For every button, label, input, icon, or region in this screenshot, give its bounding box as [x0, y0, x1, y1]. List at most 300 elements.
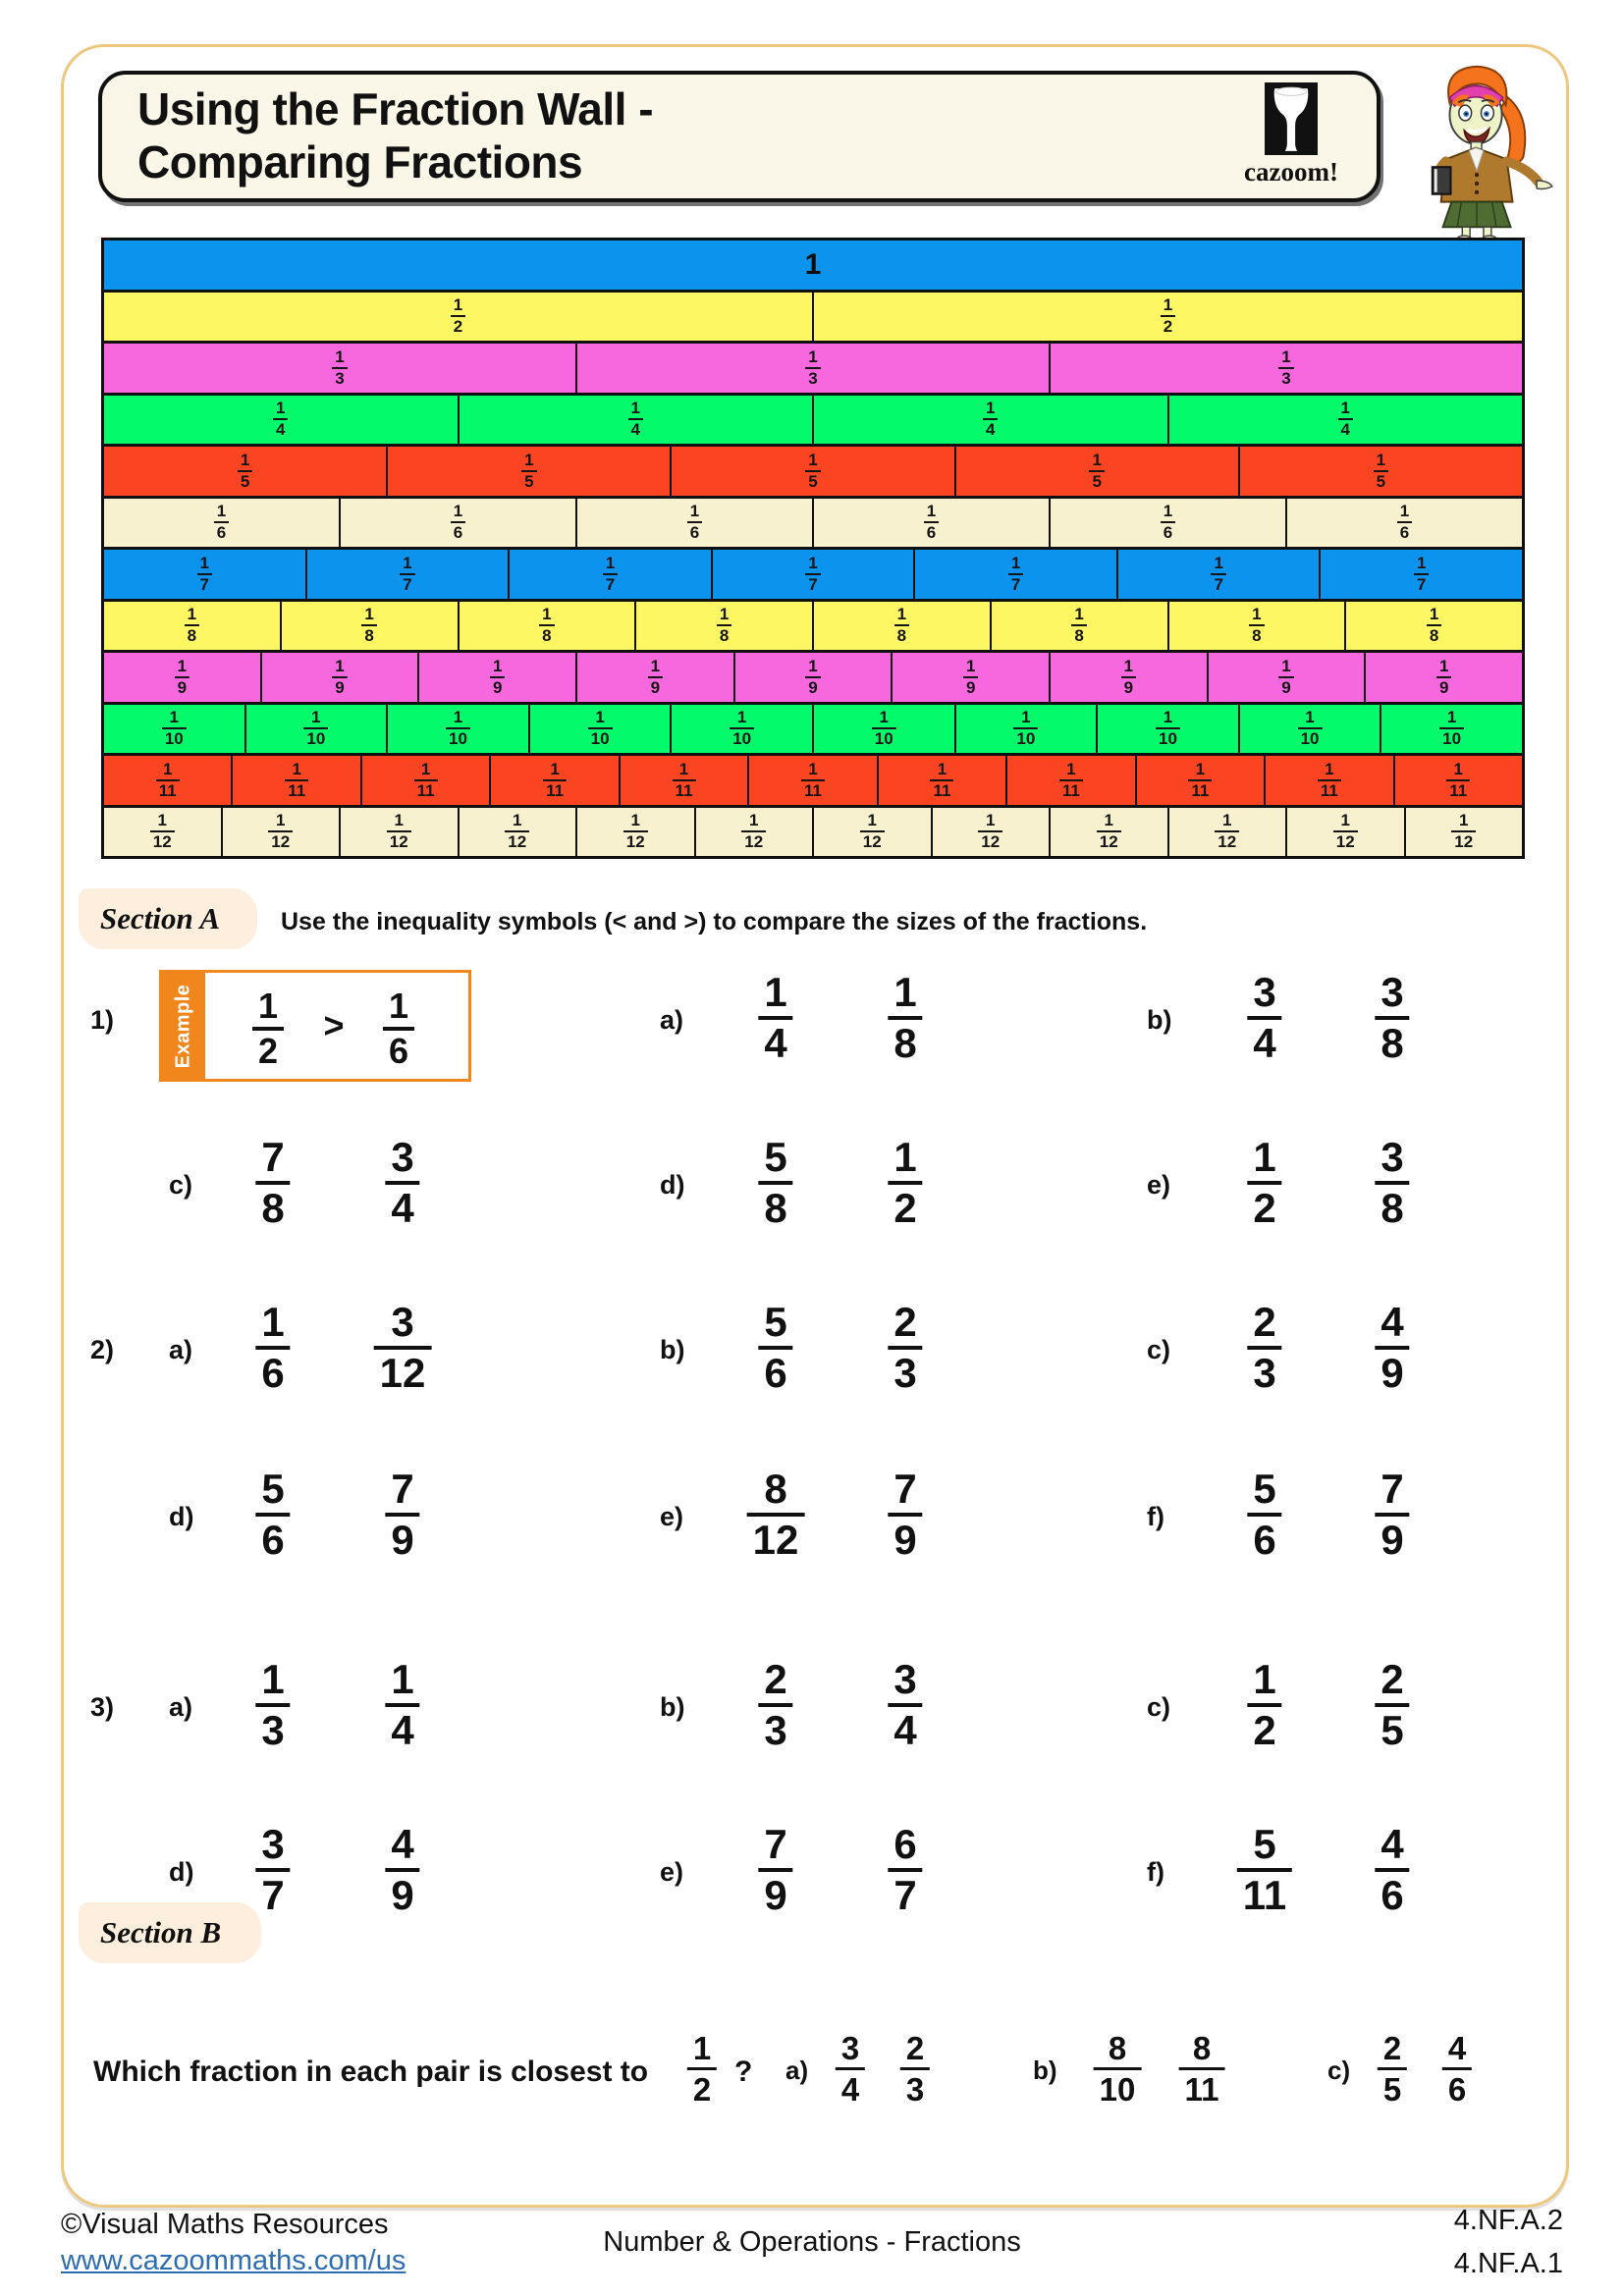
- problem-fraction-right: [888, 1656, 922, 1753]
- wall-fraction-label: [1071, 606, 1086, 645]
- problem-fraction-right: [385, 1134, 419, 1231]
- wall-row-2: [104, 293, 1522, 342]
- numerator: 2: [1382, 2030, 1402, 2066]
- wall-cell: [577, 499, 812, 548]
- wall-row-10: [104, 705, 1522, 754]
- denominator: 10: [1298, 727, 1323, 748]
- wall-cell: [460, 396, 813, 445]
- numerator: 1: [162, 759, 173, 778]
- wall-row-5: [104, 447, 1522, 496]
- wall-cell: [672, 447, 953, 496]
- wall-fraction-label: [543, 761, 567, 800]
- wall-fraction-label: [1215, 812, 1239, 851]
- problem-fraction-left: [758, 1134, 792, 1231]
- denominator: 10: [1013, 727, 1038, 748]
- numerator: 1: [492, 656, 503, 675]
- denominator: 7: [1414, 573, 1429, 594]
- denominator: 5: [805, 470, 820, 491]
- problem-fraction-left: [758, 1821, 792, 1918]
- wall-fraction-label: [1414, 555, 1429, 594]
- question-letter: c): [1147, 1692, 1171, 1722]
- wall-row-6: [104, 499, 1522, 548]
- wall-cell: [814, 499, 1049, 548]
- denominator: 12: [1451, 830, 1476, 851]
- wall-fraction-label: [332, 348, 347, 388]
- numerator: 8: [764, 1466, 787, 1512]
- standard-code-1: 4.NF.A.2: [1453, 2205, 1563, 2236]
- wall-fraction-label: [623, 812, 648, 851]
- wall-cell: [1051, 344, 1522, 393]
- numerator: 1: [1074, 605, 1084, 624]
- denominator: 12: [747, 1513, 805, 1561]
- example-box: [159, 970, 471, 1082]
- wall-cell: [1007, 756, 1134, 805]
- denominator: 8: [1375, 1181, 1409, 1229]
- denominator: 10: [588, 727, 613, 748]
- denominator: 11: [930, 779, 953, 800]
- numerator: 1: [292, 759, 301, 778]
- wall-fraction-label: [268, 812, 293, 851]
- wall-fraction-label: [539, 606, 554, 645]
- wall-cell: [223, 808, 340, 857]
- problem-fraction-right: [888, 1299, 922, 1396]
- problem-fraction-left: [255, 1468, 290, 1561]
- numerator: 1: [453, 295, 463, 315]
- numerator: 1: [867, 811, 877, 830]
- numerator: 8: [1192, 2030, 1212, 2066]
- numerator: 1: [1325, 759, 1334, 778]
- wall-cell: [104, 653, 260, 702]
- numerator: 1: [605, 553, 616, 572]
- denominator: 9: [1278, 676, 1293, 697]
- denominator: 11: [543, 779, 567, 800]
- wall-fraction-label: [963, 658, 978, 697]
- problem-fraction-left: [1237, 1821, 1292, 1918]
- problem-fraction-right: [1375, 1656, 1409, 1753]
- numerator: 1: [261, 1299, 285, 1345]
- numerator: 1: [1214, 553, 1223, 572]
- denominator: 11: [673, 779, 696, 800]
- denominator: 12: [268, 830, 293, 851]
- denominator: 4: [758, 1016, 792, 1064]
- wall-cell: [104, 240, 1522, 290]
- wall-cell: [282, 602, 458, 651]
- denominator: 7: [1008, 573, 1023, 594]
- numerator: 1: [808, 347, 818, 366]
- denominator: 11: [156, 779, 180, 800]
- teacher-character-illustration: [1382, 53, 1579, 241]
- wall-cell: [104, 808, 221, 857]
- problem-fraction-left: [747, 1468, 805, 1561]
- problem-fraction-left: [1247, 1468, 1281, 1561]
- denominator: 7: [400, 573, 414, 594]
- numerator: 5: [1253, 1821, 1276, 1867]
- numerator: 1: [276, 811, 286, 830]
- wall-cell: [510, 550, 711, 599]
- numerator: 1: [893, 969, 917, 1015]
- wall-fraction-label: [687, 503, 702, 542]
- wall-cell: [104, 499, 339, 548]
- wall-cell: [341, 499, 575, 548]
- numerator: 1: [1417, 553, 1427, 572]
- question-number: 3): [90, 1692, 115, 1722]
- question-letter: a): [660, 1005, 684, 1035]
- website-link[interactable]: www.cazoommaths.com/us: [61, 2245, 406, 2276]
- denominator: 8: [888, 1016, 922, 1064]
- wall-fraction-label: [361, 606, 376, 645]
- denominator: 12: [374, 1346, 432, 1394]
- wall-cell: [1169, 602, 1345, 651]
- wall-cell: [814, 705, 954, 754]
- numerator: 1: [1010, 553, 1021, 572]
- example-fraction-right: [383, 988, 414, 1069]
- numerator: 1: [513, 811, 522, 830]
- wall-fraction-label: [1059, 761, 1083, 800]
- denominator: 5: [1375, 1703, 1409, 1751]
- wall-fraction-label: [805, 452, 820, 491]
- denominator: 3: [888, 1346, 922, 1394]
- problem-fraction-left: [758, 1299, 792, 1396]
- numerator: 3: [893, 1656, 917, 1702]
- wall-fraction-label: [1211, 555, 1225, 594]
- problem-fraction-right: [385, 1468, 419, 1561]
- denominator: 11: [1059, 779, 1083, 800]
- denominator: 4: [888, 1703, 922, 1751]
- wall-row-9: [104, 653, 1522, 702]
- numerator: 1: [1438, 656, 1449, 675]
- wall-cell: [1209, 653, 1365, 702]
- question-letter: c): [1147, 1335, 1171, 1364]
- problem-fraction-right: [888, 1134, 922, 1231]
- footer-topic-text: Number & Operations - Fractions: [603, 2226, 1021, 2258]
- wall-cell: [577, 653, 733, 702]
- denominator: 3: [900, 2067, 930, 2106]
- wall-cell: [1051, 653, 1207, 702]
- wall-fraction-label: [805, 348, 820, 388]
- wall-cell: [814, 602, 990, 651]
- wall-row-8: [104, 602, 1522, 651]
- numerator: 1: [1163, 502, 1173, 521]
- numerator: 2: [1380, 1656, 1404, 1702]
- numerator: 1: [276, 399, 286, 418]
- denominator: 12: [387, 830, 411, 851]
- wall-fraction-label: [1278, 658, 1293, 697]
- denominator: 7: [1211, 573, 1225, 594]
- wall-fraction-label: [1338, 400, 1353, 439]
- wall-cell: [814, 808, 931, 857]
- wall-cell: [814, 396, 1167, 445]
- wall-fraction-label: [1374, 452, 1388, 491]
- denominator: 9: [1121, 676, 1136, 697]
- numerator: 1: [311, 708, 321, 727]
- denominator: 2: [888, 1181, 922, 1229]
- numerator: 3: [1380, 1134, 1404, 1180]
- wall-fraction-label: [414, 761, 438, 800]
- wall-fraction-label: [1439, 709, 1464, 748]
- question-letter: b): [660, 1692, 685, 1722]
- numerator: 1: [1281, 656, 1291, 675]
- problem-fraction-right: [374, 1299, 432, 1396]
- numerator: 4: [391, 1821, 414, 1867]
- wall-fraction-label: [1013, 709, 1038, 748]
- wall-cell: [233, 756, 359, 805]
- numerator: 1: [1104, 811, 1113, 830]
- wall-cell: [1266, 756, 1392, 805]
- wall-cell: [672, 705, 812, 754]
- denominator: 11: [1446, 779, 1470, 800]
- numerator: 1: [736, 708, 747, 727]
- wall-cell: [104, 396, 458, 445]
- problem-fraction-right: [1375, 969, 1409, 1066]
- denominator: 8: [361, 624, 376, 645]
- numerator: 1: [388, 986, 409, 1026]
- numerator: 3: [1253, 969, 1276, 1015]
- numerator: 1: [177, 656, 188, 675]
- section-b-question: Which fraction in each pair is closest to: [93, 2056, 649, 2088]
- wall-cell: [577, 344, 1049, 393]
- question-letter: e): [1147, 1170, 1171, 1200]
- denominator: 12: [741, 830, 766, 851]
- denominator: 8: [758, 1181, 792, 1229]
- denominator: 10: [303, 727, 328, 748]
- numerator: 1: [986, 811, 996, 830]
- question-letter: c): [1327, 2056, 1351, 2085]
- denominator: 9: [332, 676, 347, 697]
- question-letter: e): [660, 1502, 684, 1531]
- denominator: 2: [1247, 1703, 1281, 1751]
- denominator: 3: [255, 1703, 290, 1751]
- numerator: 5: [764, 1134, 787, 1180]
- wall-cell: [307, 550, 509, 599]
- wall-cell: [956, 447, 1238, 496]
- problem-fraction-right: [1375, 1821, 1409, 1918]
- wall-fraction-label: [451, 503, 465, 542]
- denominator: 7: [197, 573, 212, 594]
- denominator: 9: [648, 676, 663, 697]
- problem-fraction-left: [255, 1656, 290, 1753]
- copyright-text: ©Visual Maths Resources: [61, 2209, 389, 2240]
- wall-fraction-label: [860, 812, 885, 851]
- denominator: 9: [963, 676, 978, 697]
- numerator: 1: [1305, 708, 1315, 727]
- wall-fraction-label: [1427, 606, 1441, 645]
- numerator: 1: [879, 708, 889, 727]
- wall-fraction-label: [197, 555, 212, 594]
- wall-cell: [915, 550, 1116, 599]
- wall-fraction-label: [175, 658, 189, 697]
- wall-fraction-label: [1089, 452, 1104, 491]
- wall-label-whole: 1: [804, 247, 822, 281]
- wall-fraction-label: [730, 709, 754, 748]
- numerator: 1: [420, 759, 431, 778]
- problem-fraction-left: [1247, 969, 1281, 1066]
- wall-fraction-label: [801, 761, 825, 800]
- wall-cell: [1381, 705, 1522, 754]
- numerator: 1: [391, 1656, 414, 1702]
- numerator: 1: [808, 759, 818, 778]
- question-letter: f): [1147, 1502, 1164, 1531]
- numerator: 5: [764, 1299, 787, 1345]
- denominator: 8: [185, 624, 199, 645]
- wall-fraction-label: [1249, 606, 1264, 645]
- wall-cell: [388, 705, 528, 754]
- denominator: 4: [273, 418, 288, 439]
- denominator: 11: [1179, 2067, 1225, 2106]
- numerator: 7: [893, 1466, 917, 1512]
- numerator: 1: [764, 969, 787, 1015]
- numerator: 1: [1459, 811, 1469, 830]
- wall-cell: [1287, 499, 1522, 548]
- numerator: 3: [391, 1134, 414, 1180]
- wall-cell: [388, 447, 670, 496]
- wall-row-12: [104, 808, 1522, 857]
- denominator: 8: [1375, 1016, 1409, 1064]
- numerator: 2: [764, 1656, 787, 1702]
- denominator: 9: [385, 1868, 419, 1916]
- wall-fraction-label: [303, 709, 328, 748]
- numerator: 1: [1163, 708, 1173, 727]
- wall-cell: [1240, 447, 1522, 496]
- wall-fraction-label: [1008, 555, 1023, 594]
- pair-fraction-right: [1442, 2032, 1472, 2106]
- denominator: 9: [1375, 1346, 1409, 1394]
- numerator: 4: [1380, 1821, 1404, 1867]
- wall-fraction-label: [490, 658, 505, 697]
- question-letter: f): [1147, 1857, 1164, 1887]
- denominator: 8: [717, 624, 731, 645]
- denominator: 6: [1247, 1513, 1281, 1561]
- denominator: 5: [1374, 470, 1388, 491]
- wall-fraction-label: [628, 400, 643, 439]
- numerator: 6: [893, 1821, 917, 1867]
- denominator: 11: [285, 779, 308, 800]
- numerator: 1: [261, 1656, 285, 1702]
- problem-fraction-left: [255, 1821, 290, 1918]
- wall-cell: [362, 756, 489, 805]
- title-line-2: Comparing Fractions: [137, 136, 583, 188]
- target-fraction: [687, 2032, 717, 2106]
- denominator: 6: [383, 1027, 414, 1069]
- denominator: 2: [1247, 1181, 1281, 1229]
- denominator: 9: [1436, 676, 1451, 697]
- denominator: 8: [1427, 624, 1441, 645]
- pair-fraction-left: [836, 2032, 865, 2106]
- wall-cell: [735, 653, 892, 702]
- wall-cell: [262, 653, 418, 702]
- denominator: 6: [924, 521, 939, 542]
- question-letter: e): [660, 1857, 684, 1887]
- numerator: 1: [1399, 502, 1410, 521]
- numerator: 1: [808, 656, 818, 675]
- denominator: 7: [888, 1868, 922, 1916]
- numerator: 1: [1340, 399, 1350, 418]
- wall-fraction-label: [1161, 296, 1175, 336]
- problem-fraction-left: [758, 1656, 792, 1753]
- wall-fraction-label: [1333, 812, 1358, 851]
- denominator: 9: [490, 676, 505, 697]
- problem-fraction-left: [758, 969, 792, 1066]
- denominator: 4: [385, 1703, 419, 1751]
- wall-cell: [246, 705, 387, 754]
- denominator: 7: [603, 573, 618, 594]
- denominator: 2: [687, 2067, 717, 2106]
- numerator: 1: [335, 347, 345, 366]
- denominator: 3: [332, 367, 347, 388]
- denominator: 9: [385, 1513, 419, 1561]
- denominator: 10: [162, 727, 187, 748]
- wall-fraction-label: [894, 606, 909, 645]
- denominator: 2: [1161, 315, 1175, 336]
- wall-fraction-label: [1397, 503, 1412, 542]
- wall-fraction-label: [150, 812, 175, 851]
- wall-fraction-label: [238, 452, 252, 491]
- wall-cell: [749, 756, 876, 805]
- question-mark: ?: [734, 2056, 753, 2088]
- numerator: 1: [1195, 759, 1206, 778]
- question-letter: a): [785, 2056, 809, 2085]
- question-letter: a): [169, 1335, 193, 1364]
- numerator: 1: [926, 502, 937, 521]
- wall-fraction-label: [446, 709, 470, 748]
- wall-cell: [104, 705, 244, 754]
- denominator: 11: [414, 779, 438, 800]
- numerator: 1: [937, 759, 947, 778]
- denominator: 7: [805, 573, 820, 594]
- wall-cell: [1346, 602, 1522, 651]
- wall-cell: [491, 756, 618, 805]
- numerator: 1: [808, 553, 818, 572]
- pair-fraction-left: [1378, 2032, 1407, 2106]
- wall-fraction-label: [648, 658, 663, 697]
- denominator: 12: [150, 830, 175, 851]
- numerator: 1: [719, 605, 730, 624]
- numerator: 1: [692, 2030, 712, 2066]
- numerator: 1: [1092, 450, 1102, 469]
- numerator: 1: [896, 605, 907, 624]
- wall-fraction-label: [1121, 658, 1136, 697]
- numerator: 5: [261, 1466, 285, 1512]
- wall-cell: [956, 705, 1097, 754]
- wall-cell: [1287, 808, 1404, 857]
- pair-fraction-right: [1179, 2032, 1225, 2106]
- wall-cell: [104, 293, 812, 342]
- denominator: 5: [238, 470, 252, 491]
- example-inequality-symbol: >: [323, 1005, 345, 1045]
- numerator: 1: [1253, 1134, 1276, 1180]
- numerator: 4: [1447, 2030, 1467, 2066]
- wall-cell: [460, 808, 576, 857]
- wall-cell: [1169, 396, 1523, 445]
- denominator: 10: [1439, 727, 1464, 748]
- denominator: 6: [451, 521, 465, 542]
- example-tab: [162, 973, 205, 1079]
- numerator: 1: [650, 656, 661, 675]
- numerator: 2: [905, 2030, 925, 2066]
- denominator: 10: [1094, 2067, 1142, 2106]
- numerator: 7: [261, 1134, 285, 1180]
- wall-row-7: [104, 550, 1522, 599]
- problem-fraction-right: [1375, 1134, 1409, 1231]
- problem-fraction-right: [385, 1821, 419, 1918]
- numerator: 1: [893, 1134, 917, 1180]
- problem-fraction-right: [385, 1656, 419, 1753]
- numerator: 1: [240, 450, 250, 469]
- question-letter: b): [1033, 2056, 1057, 2085]
- denominator: 6: [214, 521, 229, 542]
- wall-fraction-label: [1436, 658, 1451, 697]
- denominator: 8: [1071, 624, 1086, 645]
- denominator: 6: [255, 1346, 290, 1394]
